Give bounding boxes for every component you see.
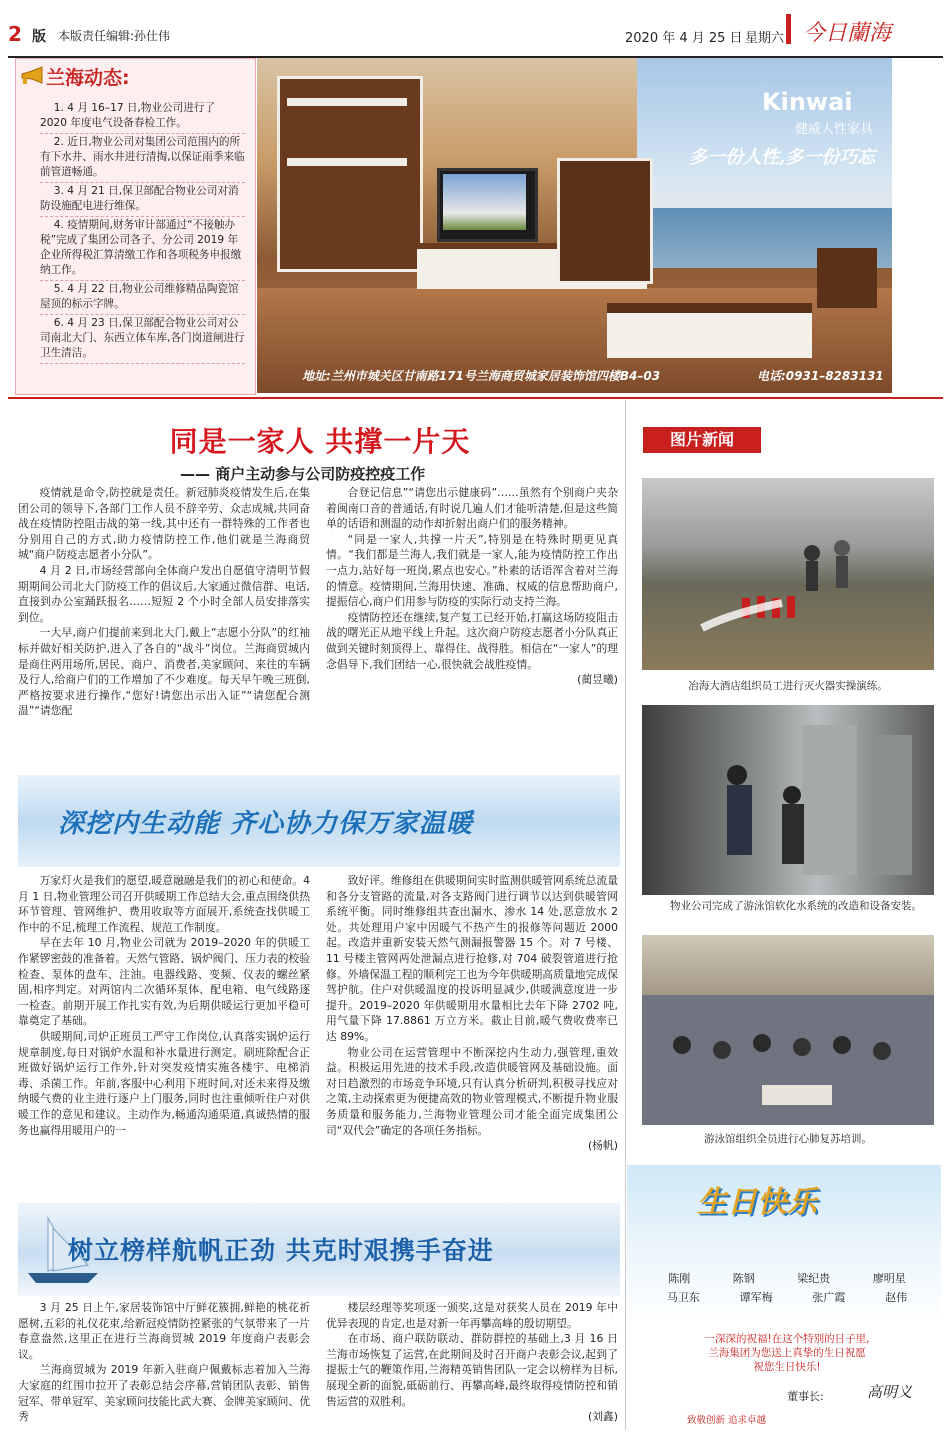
article-paragraph: 3 月 25 日上午,家居装饰馆中厅鲜花簇拥,鲜艳的桃花祈愿树,五彩的礼仪花束,给新冠疫情防控紧张的气氛带来了一片春意盎然,这里正在进行兰海商贸城 2019 年度商户表彰会议。	[18, 1301, 310, 1361]
article3-column-left	[18, 1300, 310, 1425]
birthday-name: 陈刚	[668, 1272, 691, 1285]
article1-subtitle: —— 商户主动参与公司防疫控疫工作	[180, 465, 426, 483]
ad-brand-name: Kinwai	[762, 88, 853, 116]
ad-cabinet-shelf	[287, 98, 407, 106]
news-brief-item: 5. 4 月 22 日,物业公司维修精品陶瓷馆屋顶的标示字牌。	[40, 282, 245, 315]
birthday-name: 廖明星	[872, 1272, 906, 1285]
section-divider	[8, 397, 943, 399]
ad-side-table	[817, 248, 877, 308]
article-paragraph: 疫情就是命令,防控就是责任。新冠肺炎疫情发生后,在集团公司的领导下,各部门工作人员不辞辛劳、众志成城,共同奋战在疫情防控阻击战的第一线,其中还有一群特殊的工作者也分别用自己的方式,助力疫情防控工作,他们就是兰海商贸城“商户防疫志愿者小分队”。	[18, 486, 310, 562]
article2-column-left	[18, 873, 310, 1138]
article-paragraph: 早在去年 10 月,物业公司就为 2019–2020 年的供暖工作紧锣密鼓的准备着。天然气管路、锅炉阀门、压力表的校验检查、泵体的盘车、注油。电器线路、变频、仪表的螺丝紧固,相序判定。对两馆内二次循环泵体、配电箱、电气线路逐一检查。前期开展工作扎实有效,为后期供暖运行更加平稳可靠奠定了基础。	[18, 936, 310, 1028]
birthday-name: 马卫东	[666, 1291, 700, 1304]
issue-date: 2020 年 4 月 25 日	[625, 31, 743, 46]
photo-caption: 冶海大酒店组织员工进行灭火器实操演练。	[688, 680, 888, 692]
birthday-name: 谭军梅	[739, 1291, 773, 1304]
column-divider	[625, 400, 626, 1430]
birthday-name: 赵伟	[885, 1291, 908, 1304]
blessing-line: 兰海集团为您送上真挚的生日祝愿	[708, 1347, 866, 1359]
article-paragraph: 物业公司在运营管理中不断深挖内生动力,强管理,重效益。积极运用先进的技术手段,改造供暖管网及基础设施。面对日趋激烈的市场竞争环境,只有认真分析研判,积极寻找应对之策,主动探索更为便捷高效的物业管理模式,不断提升物业服务质量和服务能力,兰海物业管理公司才能全面完成集团公司“双代会”确定的各项任务指标。	[326, 1045, 618, 1137]
article-paragraph: 楼层经理等奖项逐一颁奖,这是对获奖人员在 2019 年中优异表现的肯定,也是对新一年再攀高峰的殷切期望。	[326, 1301, 618, 1330]
birthday-footer: 致敬创新 追求卓越	[687, 1415, 767, 1426]
article-paragraph: 合登记信息”“请您出示健康码”……虽然有个别商户夹杂着闽南口音的普通话,有时说几遍人们才能听清楚,但是这些简单的话语和测温的动作却折射出商户们的服务精神。	[326, 486, 618, 531]
birthday-names-row	[647, 1269, 927, 1288]
article-paragraph: 在市场、商户联防联动、群防群控的基础上,3 月 16 日兰海市场恢复了运营,在此期间及时召开商户表彰会议,起到了提振士气的鞭策作用,兰海精英销售团队一定会以榜样为目标,展现全新的面貌,砥砺前行、再攀高峰,最终取得疫情防控和销售运营的双胜利。	[326, 1332, 618, 1408]
ad-phone: 电话:0931–8283131	[757, 369, 884, 383]
article2-banner	[18, 775, 620, 867]
ad-cabinet-shelf	[287, 158, 407, 166]
birthday-blessing	[647, 1332, 927, 1374]
ad-slogan: 多一份人性,多一份巧忘	[689, 147, 876, 168]
article3-column-right	[326, 1300, 618, 1425]
ad-address: 地址:兰州市城关区甘南路171号兰海商贸城家居装饰馆四楼B4–03	[302, 369, 661, 383]
article-paragraph: 万家灯火是我们的愿望,暖意融融是我们的初心和使命。4 月 1 日,物业管理公司召开供暖期工作总结大会,重点围绕供热环节管理、管网维护、费用收取等方面展开,系统查找供暖工作中的不足,梳理工作流程、规范工作制度。	[18, 874, 310, 934]
news-briefs-list	[40, 101, 245, 365]
birthday-name: 陈钢	[732, 1272, 755, 1285]
birthday-names-row	[647, 1288, 927, 1307]
header-divider	[786, 14, 791, 44]
article1-title: 同是一家人 共撑一片天	[169, 425, 471, 458]
editor-credit: 本版责任编辑:孙仕伟	[58, 29, 171, 43]
article-paragraph: 疫情防控还在继续,复产复工已经开始,打赢这场防疫阻击战的曙光正从地平线上升起。这次商户防疫志愿者小分队真正做到关键时刻顶得上、靠得住、战得胜。相信在“一家人”的理念倡导下,我们团结一心,很快就会战胜疫情。	[326, 610, 618, 671]
news-brief-item: 2. 近日,物业公司对集团公司范围内的所有下水井、雨水井进行清掏,以保证雨季来临前管道畅通。	[40, 135, 245, 183]
news-briefs-title: 兰海动态:	[46, 67, 130, 89]
photo-water-system	[642, 705, 934, 895]
article1-column-right	[326, 485, 618, 688]
furniture-advertisement	[257, 58, 892, 393]
birthday-names	[647, 1269, 927, 1307]
news-brief-item: 3. 4 月 21 日,保卫部配合物业公司对消防设施配电进行维保。	[40, 184, 245, 217]
article2-column-right	[326, 873, 618, 1154]
article-paragraph: “同是一家人,共撑一片天”,特别是在特殊时期更见真情。“我们都是兰海人,我们就是一家人,能为疫情防控工作出一点力,站好每一班岗,累点也安心。”朴素的话语浑含着对兰海的情意。疫情期间,兰海用快速、准确、权威的信息帮助商户,提振信心,商户们用参与防疫的实际行动支持兰海。	[326, 532, 618, 609]
birthday-name: 张广霞	[812, 1291, 846, 1304]
birthday-greeting-box	[627, 1165, 941, 1430]
birthday-name: 梁纪贵	[797, 1272, 831, 1285]
photo-caption: 游泳馆组织全员进行心肺复苏培训。	[704, 1133, 872, 1145]
ad-tv-screen	[443, 174, 526, 230]
blessing-line: 祝您生日快乐!	[753, 1361, 821, 1373]
ad-display-cabinet	[557, 158, 653, 284]
article-paragraph: 供暖期间,司炉正班员工严守工作岗位,认真落实锅炉运行规章制度,每日对锅炉水温和补水量进行测定。刷班除配合正班做好锅炉运行工作外,针对突发疫情实施各楼宇、电梯消毒、杀菌工作。年前,客服中心利用下班时间,对还未来得及缴纳暖气费的业主进行逐户上门服务,同时也注重倾听住户对供暖工作的意见和建议。主动作为,畅通沟通渠道,真诚热情的服务也赢得用暖用户的一	[18, 1029, 310, 1137]
issue-weekday: 星期六	[745, 31, 785, 46]
signer-signature: 高明义	[867, 1383, 913, 1401]
signer-title: 董事长:	[787, 1390, 824, 1403]
ad-brand-subtitle: 健威人性家具	[795, 122, 874, 137]
photo-cpr-training	[642, 935, 934, 1125]
article-paragraph: 一大早,商户们提前来到北大门,戴上“志愿小分队”的红袖标并做好相关防护,进入了各自的“战斗”岗位。兰海商贸城内是商住两用场所,居民、商户、消费者,美家顾问、来往的车辆及行人,给商户们的工作增加了不少难度。每天早午晚三班倒,严格按要求进行操作,“您好!请您出示出入证”“请您配合测温”“请您配	[18, 626, 310, 718]
article3-author: (刘鑫)	[587, 1410, 618, 1424]
article2-title: 深挖内生动能 齐心协力保万家温暖	[58, 809, 474, 839]
photo-fire-drill	[642, 478, 934, 670]
article2-author: (杨帆)	[587, 1139, 618, 1153]
news-brief-item: 4. 疫情期间,财务审计部通过“不接触办税”完成了集团公司各子、分公司 2019 年企业所得税汇算清缴工作和各项税务申报缴纳工作。	[40, 218, 245, 281]
paper-logo: 今日蘭海	[803, 21, 892, 46]
page-number-suffix: 版	[32, 29, 46, 45]
photo-water-system-illustration	[642, 705, 934, 895]
news-brief-item: 6. 4 月 23 日,保卫部配合物业公司对公司南北大门、东西立体车库,各门岗道闸进行卫生清洁。	[40, 316, 245, 364]
article-paragraph: 兰海商贸城为 2019 年新入驻商户佩戴标志着加入兰海大家庭的红围巾拉开了表彰总结会序幕,营销团队表彰、销售冠军、带单冠军、美家顾问技能比武大赛、金牌美家顾问、优秀	[18, 1363, 310, 1424]
article1-author: (蔺昱曦)	[577, 673, 618, 687]
photo-cpr-training-illustration	[642, 935, 934, 1125]
news-briefs-box	[15, 58, 256, 395]
article3-title: 树立榜样航帆正劲 共克时艰携手奋进	[68, 1236, 494, 1265]
ad-coffee-table	[607, 303, 812, 358]
article1-column-left	[18, 485, 310, 719]
photo-caption: 物业公司完成了游泳馆软化水系统的改造和设备安装。	[670, 900, 922, 912]
news-brief-item: 1. 4 月 16–17 日,物业公司进行了 2020 年度电气设备春检工作。	[40, 101, 245, 134]
photo-news-heading: 图片新闻	[643, 427, 761, 453]
birthday-title: 生日快乐	[697, 1185, 817, 1220]
article3-banner	[18, 1203, 620, 1296]
article-paragraph: 致好评。维修组在供暖期间实时监测供暖管网系统总流量和各分支管路的流量,对各支路阀门进行调节以达到供暖管网系统平衡。同时维修组共查出漏水、渗水 14 处,恶意放水 2 处。共处理用户家中因暖气不热产生的报修等问题近 2000 起。改造并重新安装天然气测漏报警器 15 个。对 7 号楼、11 号楼主管网两处泄漏点进行抢修,对 704 破裂管道进行抢修。外墙保温工程的顺利完工也为今年供暖期高质量地完成保驾护航。住户对供暖温度的投诉明显减少,供暖满意度进一步提升。2019–2020 年供暖期用水量相比去年下降 2702 吨,用气量下降 17.8861 万立方米。截止目前,暖气费收费率已达 89%。	[326, 874, 618, 1043]
photo-fire-drill-illustration	[642, 478, 934, 670]
article-paragraph: 4 月 2 日,市场经营部向全体商户发出自愿值守清明节假期期间公司北大门防疫工作的倡议后,大家通过微信群、电话,直接到办公室踊跃报名……短短 2 个小时全部人员安排落实到位。	[18, 563, 310, 624]
page-number: 2	[8, 22, 22, 46]
trumpet-icon	[20, 66, 46, 86]
blessing-line: 一深深的祝福!在这个特别的日子里,	[704, 1333, 870, 1345]
